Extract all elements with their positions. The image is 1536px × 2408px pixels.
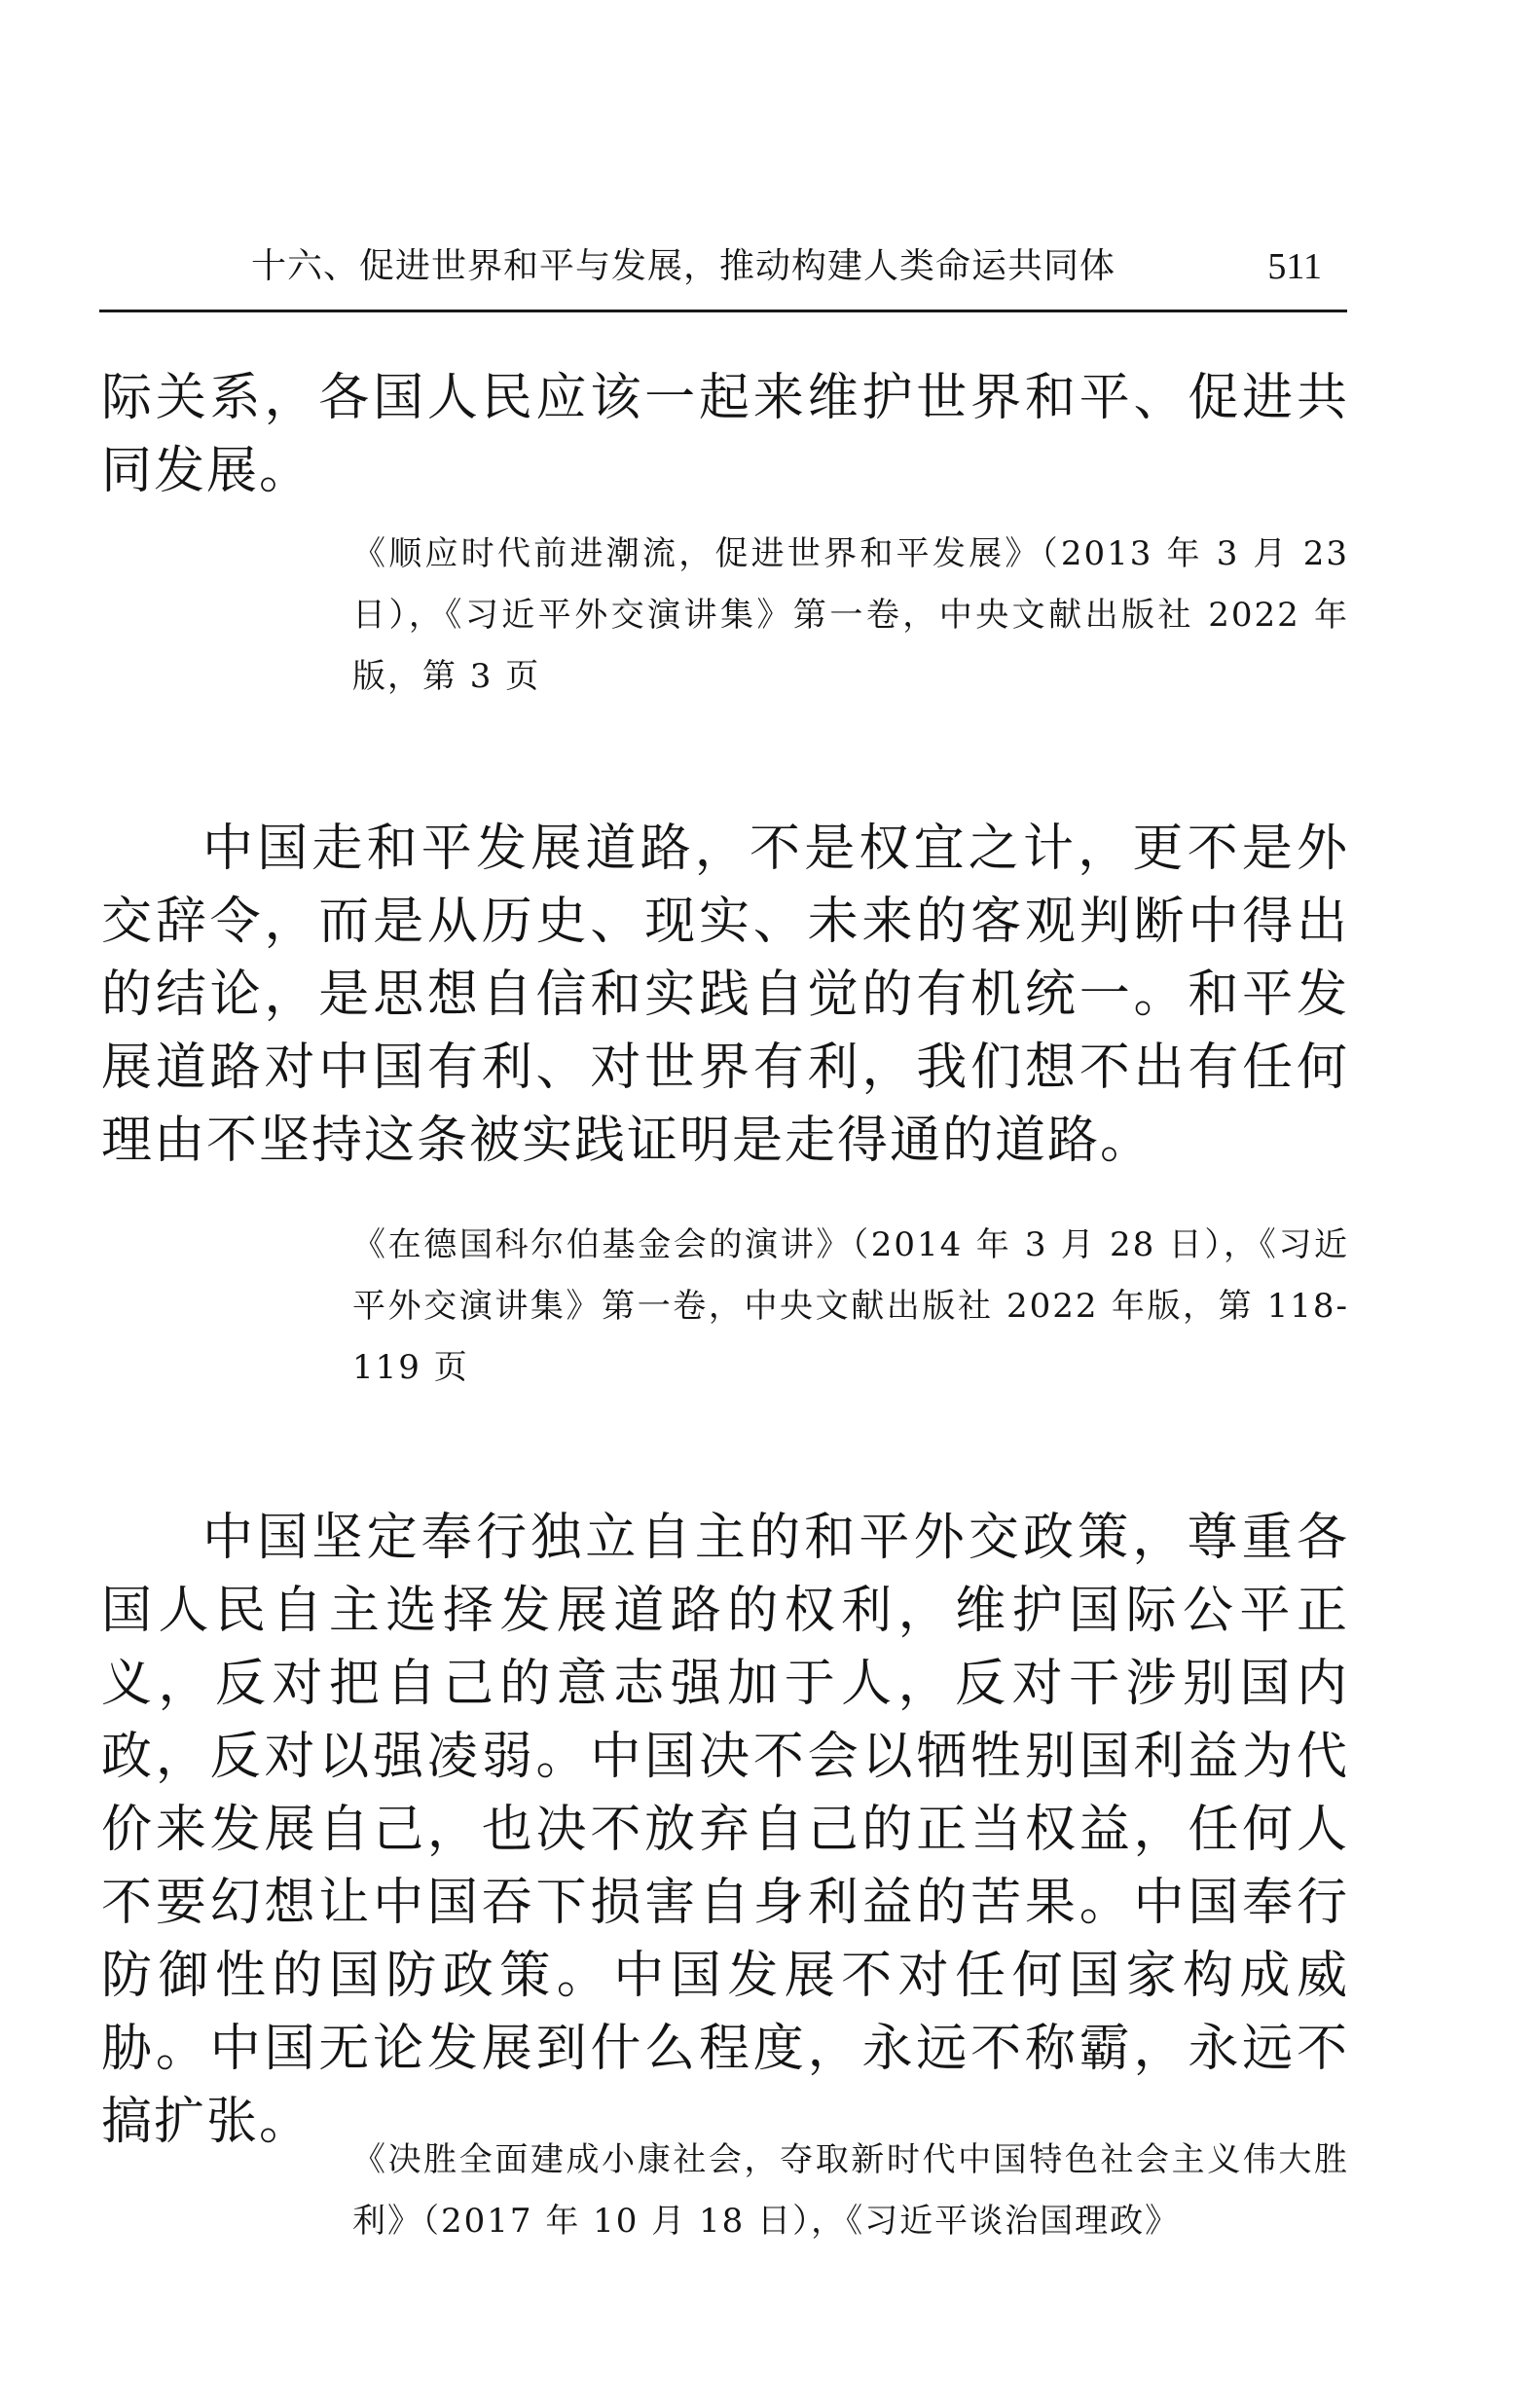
body-paragraph: 中国坚定奉行独立自主的和平外交政策，尊重各国人民自主选择发展道路的权利，维护国际公平正义，反对把自己的意志强加于人，反对干涉别国内政，反对以强凌弱。中国决不会以牺牲别国利益为代价来发展自己，也决不放弃自己的正当权益，任何人不要幻想让中国吞下损害自身利益的苦果。中国奉行防御性的国防政策。中国发展不对任何国家构成威胁。中国无论发展到什么程度，永远不称霸，永远不搞扩张。 [101, 1509, 1349, 2151]
header-rule [99, 310, 1347, 312]
body-paragraph: 中国走和平发展道路，不是权宜之计，更不是外交辞令，而是从历史、现实、未来的客观判断中得出的结论，是思想自信和实践自觉的有机统一。和平发展道路对中国有利、对世界有利，我们想不出有任何理由不坚持这条被实践证明是走得通的道路。 [101, 820, 1349, 1170]
page-number: 511 [1267, 246, 1322, 287]
chapter-title: 十六、促进世界和平与发展，推动构建人类命运共同体 [251, 246, 1116, 286]
body-paragraph: 际关系，各国人民应该一起来维护世界和平、促进共同发展。 [101, 369, 1349, 500]
citation: 《在德国科尔伯基金会的演讲》（2014 年 3 月 28 日），《习近平外交演讲集》第一卷，中央文献出版社 2022 年版，第 118-119 页 [352, 1225, 1349, 1387]
citation: 《顺应时代前进潮流，促进世界和平发展》（2013 年 3 月 23 日），《习近平外交演讲集》第一卷，中央文献出版社 2022 年版，第 3 页 [352, 534, 1349, 696]
citation: 《决胜全面建成小康社会，夺取新时代中国特色社会主义伟大胜利》（2017 年 10 月 18 日），《习近平谈治国理政》 [352, 2140, 1349, 2241]
